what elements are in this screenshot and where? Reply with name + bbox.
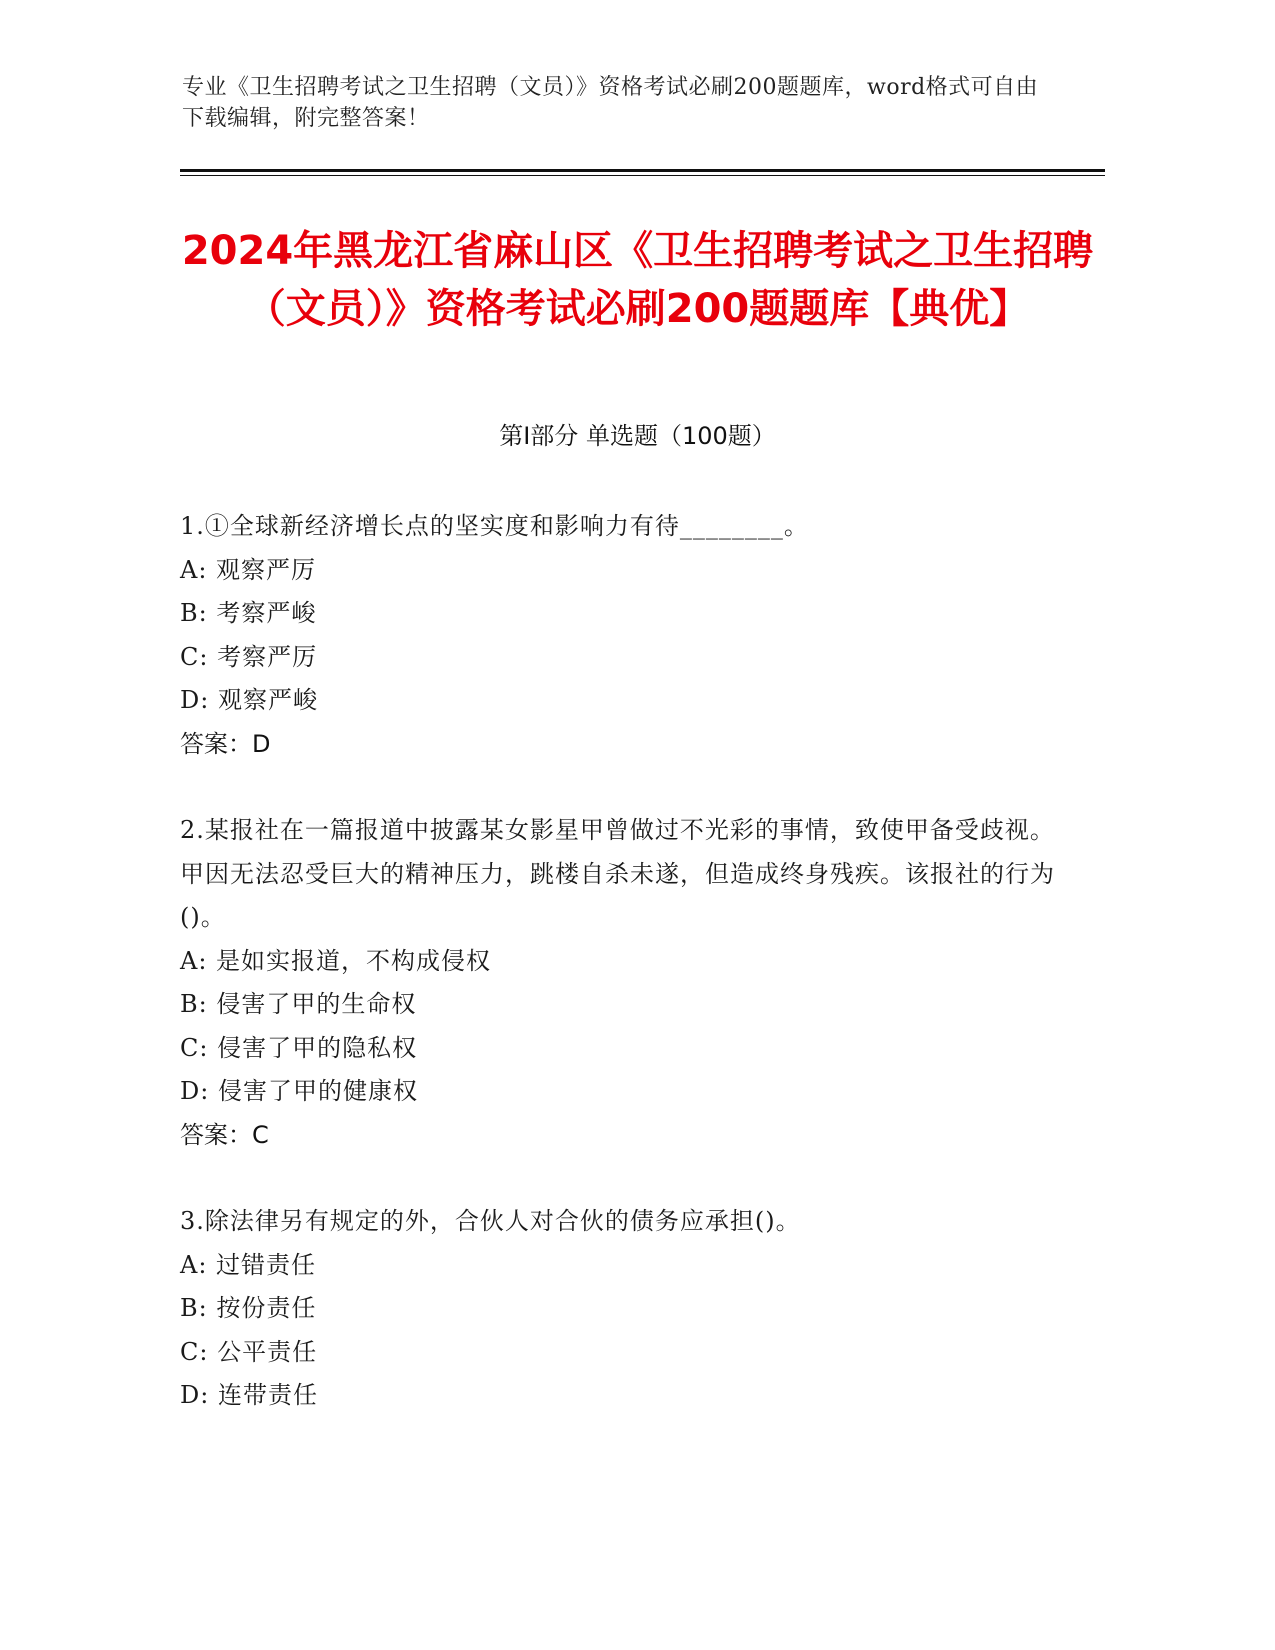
question-stem: 3.除法律另有规定的外，合伙人对合伙的债务应承担()。 xyxy=(180,1207,801,1235)
option-d: D: 侵害了甲的健康权 xyxy=(180,1077,418,1105)
option-d: D: 连带责任 xyxy=(180,1381,318,1409)
option-a: A: 是如实报道，不构成侵权 xyxy=(180,946,492,975)
header-rule-thick xyxy=(180,169,1105,172)
option-a: A: 观察严厉 xyxy=(180,555,317,584)
question-3 xyxy=(180,1200,1060,1418)
header-rule-thin xyxy=(180,175,1105,176)
answer-label: 答案：C xyxy=(180,1120,269,1149)
question-2 xyxy=(180,809,1060,1157)
option-c: C: 侵害了甲的隐私权 xyxy=(180,1033,418,1062)
answer-label: 答案：D xyxy=(180,729,271,758)
question-list xyxy=(180,505,1060,1461)
question-1 xyxy=(180,505,1060,766)
header-note: 专业《卫生招聘考试之卫生招聘（文员）》资格考试必刷200题题库，word格式可自由下载编辑，附完整答案！ xyxy=(182,75,1039,131)
option-c: C: 考察严厉 xyxy=(180,642,318,671)
option-b: B: 考察严峻 xyxy=(180,599,317,627)
option-b: B: 按份责任 xyxy=(180,1294,317,1322)
question-stem: 2.某报社在一篇报道中披露某女影星甲曾做过不光彩的事情，致使甲备受歧视。甲因无法忍受巨大的精神压力，跳楼自杀未遂，但造成终身残疾。该报社的行为()。 xyxy=(180,816,1055,931)
section-heading: 第Ⅰ部分 单选题（100题） xyxy=(499,422,776,450)
option-c: C: 公平责任 xyxy=(180,1337,318,1366)
document-title: 2024年黑龙江省麻山区《卫生招聘考试之卫生招聘（文员）》资格考试必刷200题题库【典优】 xyxy=(181,228,1094,332)
question-stem: 1.①全球新经济增长点的坚实度和影响力有待________。 xyxy=(180,512,809,540)
option-a: A: 过错责任 xyxy=(180,1250,317,1279)
option-d: D: 观察严峻 xyxy=(180,686,318,714)
option-b: B: 侵害了甲的生命权 xyxy=(180,990,417,1018)
